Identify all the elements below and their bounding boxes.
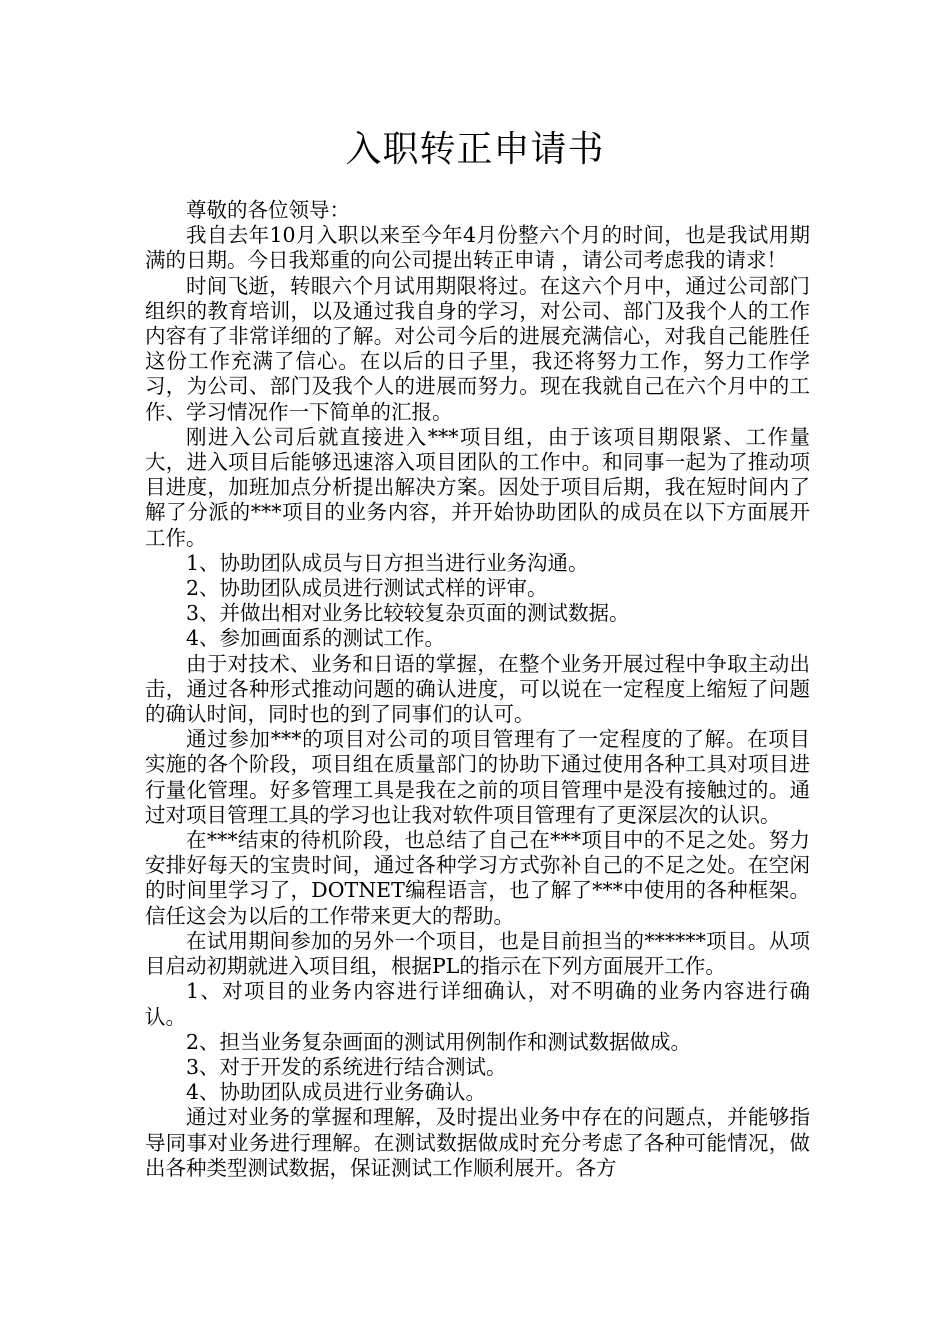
paragraph: 在***结束的待机阶段，也总结了自己在***项目中的不足之处。努力安排好每天的宝贵时间，通过各种学习方式弥补自己的不足之处。在空闲的时间里学习了，DOTNET编程语言，也了解了***中使用的各种框架。信任这会为以后的工作带来更大的帮助。 bbox=[145, 828, 810, 928]
document-title: 入职转正申请书 bbox=[345, 129, 605, 170]
paragraph: 由于对技术、业务和日语的掌握，在整个业务开展过程中争取主动出击，通过各种形式推动问题的确认进度，可以说在一定程度上缩短了问题的确认时间，同时也的到了同事们的认可。 bbox=[145, 651, 810, 727]
list-item: 2、协助团队成员进行测试式样的评审。 bbox=[186, 576, 548, 601]
list-item: 4、参加画面系的测试工作。 bbox=[186, 626, 446, 651]
list-item: 2、担当业务复杂画面的测试用例制作和测试数据做成。 bbox=[186, 1029, 692, 1054]
salutation: 尊敬的各位领导： bbox=[186, 198, 350, 222]
list-item: 1、协助团队成员与日方担当进行业务沟通。 bbox=[186, 550, 589, 575]
paragraph: 通过参加***的项目对公司的项目管理有了一定程度的了解。在项目实施的各个阶段，项目组在质量部门的协助下通过使用各种工具对项目进行量化管理。好多管理工具是我在之前的项目管理中是没有接触过的。通过对项目管理工具的学习也让我对软件项目管理有了更深层次的认识。 bbox=[145, 727, 810, 827]
paragraph: 我自去年10月入职以来至今年4月份整六个月的时间，也是我试用期满的日期。今日我郑重的向公司提出转正申请 ，请公司考虑我的请求！ bbox=[145, 223, 810, 273]
list-item: 3、并做出相对业务比较较复杂页面的测试数据。 bbox=[186, 601, 630, 626]
paragraph: 通过对业务的掌握和理解，及时提出业务中存在的问题点，并能够指导同事对业务进行理解。在测试数据做成时充分考虑了各种可能情况，做出各种类型测试数据，保证测试工作顺利展开。各方 bbox=[145, 1105, 810, 1180]
document-body bbox=[145, 198, 810, 1181]
list-item: 4、协助团队成员进行业务确认。 bbox=[186, 1080, 487, 1105]
paragraph: 在试用期间参加的另外一个项目，也是目前担当的******项目。从项目启动初期就进入项目组，根据PL的指示在下列方面展开工作。 bbox=[145, 928, 810, 979]
list-item: 1、对项目的业务内容进行详细确认，对不明确的业务内容进行确认。 bbox=[145, 979, 810, 1029]
list-item: 3、对于开发的系统进行结合测试。 bbox=[186, 1054, 507, 1079]
paragraph: 刚进入公司后就直接进入***项目组，由于该项目期限紧、工作量大，进入项目后能够迅速溶入项目团队的工作中。和同事一起为了推动项目进度，加班加点分析提出解决方案。因处于项目后期，我在短时间内了解了分派的***项目的业务内容，并开始协助团队的成员在以下方面展开工作。 bbox=[145, 424, 810, 550]
paragraph: 时间飞逝，转眼六个月试用期限将过。在这六个月中，通过公司部门组织的教育培训，以及通过我自身的学习，对公司、部门及我个人的工作内容有了非常详细的了解。对公司今后的进展充满信心，对我自己能胜任这份工作充满了信心。在以后的日子里，我还将努力工作，努力工作学习，为公司、部门及我个人的进展而努力。现在我就自己在六个月中的工作、学习情况作一下简单的汇报。 bbox=[145, 273, 810, 424]
